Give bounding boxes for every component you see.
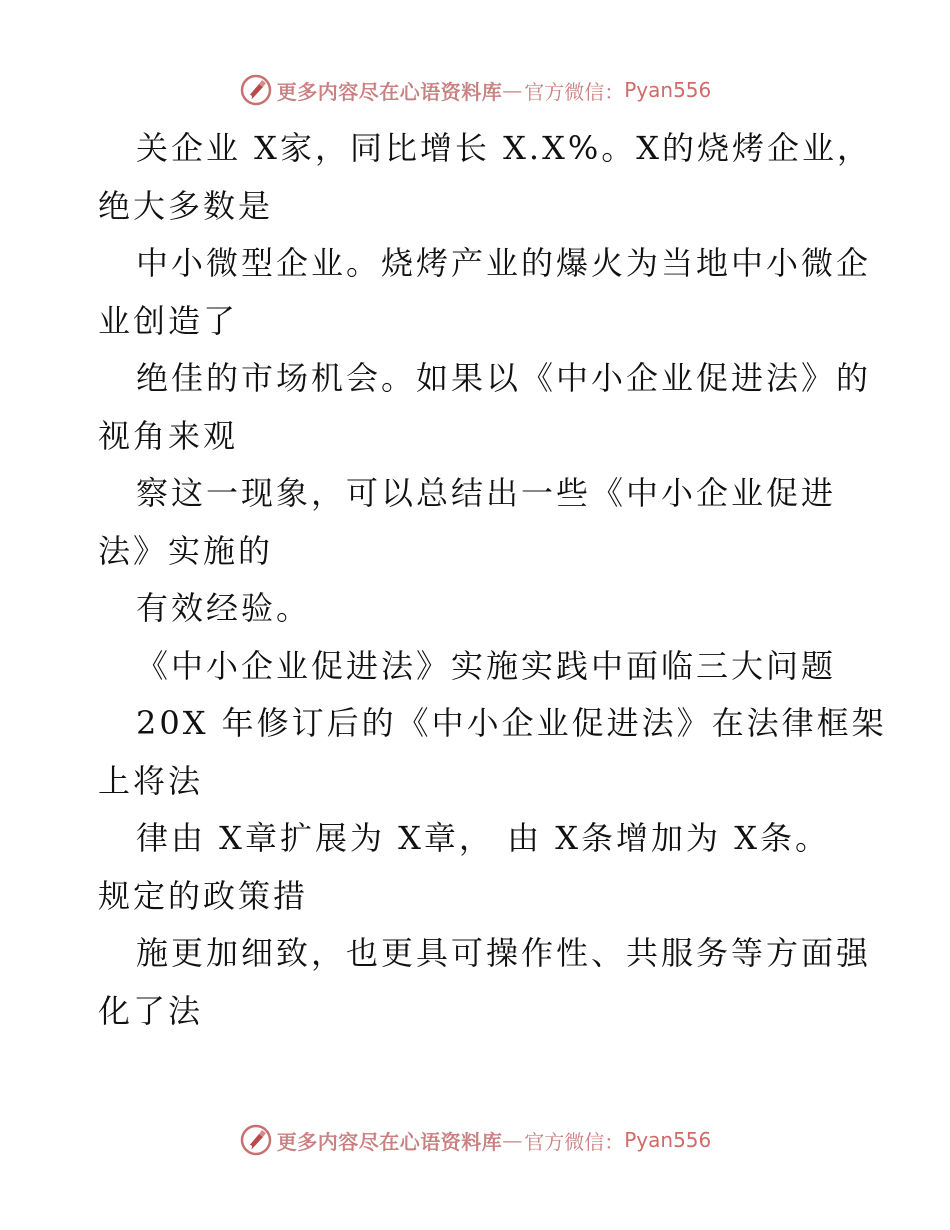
text-line: 察这一现象，可以总结出一些《中小企业促进: [136, 474, 837, 512]
banner-wechat-id: Pyan556: [624, 1128, 712, 1152]
text-line: 有效经验。: [136, 589, 312, 627]
text-line: 中小微型企业。烧烤产业的爆火为当地中小微企: [136, 244, 872, 282]
text-line: 20X 年修订后的《中小企业促进法》在法律框架: [136, 704, 887, 742]
text-line: 法》实施的: [98, 531, 274, 570]
banner-wechat-label: 官方微信：: [524, 79, 625, 104]
header-banner: [0, 70, 950, 110]
text-line: 业创造了: [98, 301, 239, 340]
text-line: 规定的政策措: [98, 876, 309, 915]
banner-dash: —: [502, 1128, 523, 1152]
pen-logo-icon: [239, 73, 273, 107]
text-line: 化了法: [98, 991, 204, 1030]
text-line: 上将法: [98, 761, 204, 800]
body-text: [98, 120, 887, 1040]
text-line: 关企业 X家，同比增长 X.X%。X的烧烤企业，: [136, 129, 873, 167]
banner-main-text: 更多内容尽在心语资料库: [276, 79, 503, 104]
text-line: 视角来观: [98, 416, 239, 455]
text-line: 律由 X章扩展为 X章， 由 X条增加为 X条。: [136, 819, 830, 857]
banner-dash: —: [502, 78, 523, 102]
banner-main-text: 更多内容尽在心语资料库: [276, 1129, 503, 1154]
footer-banner: [0, 1120, 950, 1160]
banner-wechat-label: 官方微信：: [524, 1129, 625, 1154]
text-line: 施更加细致，也更具可操作性、共服务等方面强: [136, 934, 872, 972]
banner-wechat-id: Pyan556: [624, 78, 712, 102]
section-heading: 《中小企业促进法》实施实践中面临三大问题: [136, 646, 837, 685]
text-line: 绝大多数是: [98, 186, 274, 225]
text-line: 绝佳的市场机会。如果以《中小企业促进法》的: [136, 359, 872, 397]
pen-logo-icon: [239, 1123, 273, 1157]
